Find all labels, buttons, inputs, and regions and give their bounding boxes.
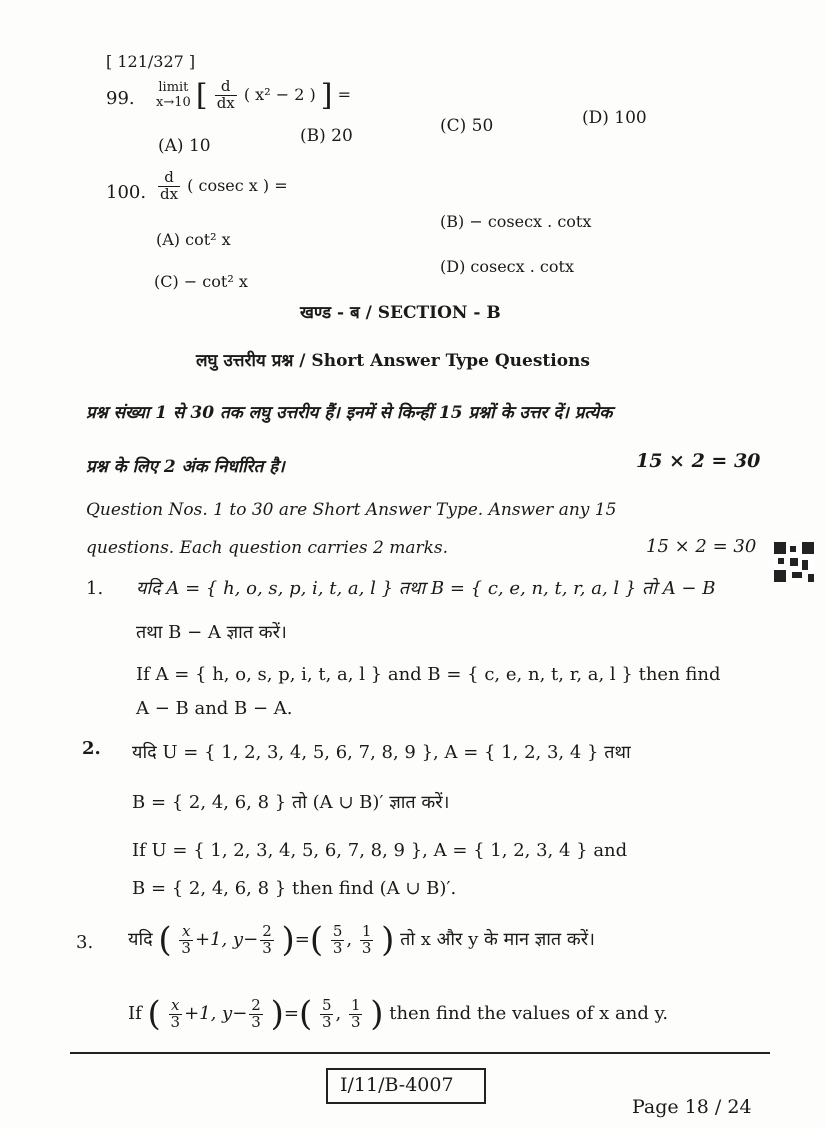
q99-option-a: (A) 10 [158, 136, 211, 156]
fraction-2-over-3: $\frac{2}{3}$ [262, 921, 272, 957]
fraction-x-over-3: $\frac{x}{3}$ [181, 921, 191, 957]
q100-option-d: (D) cosecx . cotx [440, 257, 574, 276]
paper-reference: [ 121/327 ] [106, 52, 196, 71]
q100-option-b: (B) − cosecx . cotx [440, 212, 592, 231]
q3-english-prefix: If [128, 1003, 142, 1024]
instructions-hindi-line2: प्रश्न के लिए 2 अंक निर्धारित है। [86, 457, 285, 477]
instructions-english-line2: questions. Each question carries 2 marks. [86, 538, 449, 558]
derivative-operator: $\frac{d}{dx}$ [160, 168, 179, 203]
qr-code-icon [774, 542, 814, 582]
q3-term: +1, y− [184, 1003, 248, 1024]
q1-english-line1: If A = { h, o, s, p, i, t, a, l } and B = { c, e, n, t, r, a, l } then find [136, 664, 721, 685]
fraction-5-over-3: $\frac{5}{3}$ [321, 995, 332, 1031]
q3-english-suffix: then find the values of x and y. [389, 1003, 669, 1024]
q2-english-line2: B = { 2, 4, 6, 8 } then find (A ∪ B)′. [132, 878, 457, 899]
equals-sign: = [337, 85, 352, 104]
limit-operator [156, 81, 191, 110]
q2-number: 2. [82, 738, 101, 759]
q100-option-c: (C) − cot² x [154, 272, 248, 291]
q100-option-a: (A) cot² x [156, 230, 231, 249]
footer-rule [70, 1052, 770, 1054]
q99-function: ( x² − 2 ) [243, 85, 316, 104]
limit-subscript: x→10 [156, 94, 191, 110]
fraction-1-over-3: $\frac{1}{3}$ [350, 995, 361, 1031]
q99-option-d: (D) 100 [582, 108, 647, 128]
q2-english-line1: If U = { 1, 2, 3, 4, 5, 6, 7, 8, 9 }, A = { 1, 2, 3, 4 } and [132, 840, 628, 861]
q99-option-c: (C) 50 [440, 116, 494, 136]
instructions-english-line1: Question Nos. 1 to 30 are Short Answer Type. Answer any 15 [86, 500, 617, 520]
q1-english-line2: A − B and B − A. [136, 698, 293, 719]
q100-number: 100. [106, 182, 147, 203]
section-title: खण्ड - ब / SECTION - B [300, 303, 501, 323]
q3-english: If ( $\frac{x}{3}$ +1, y− $\frac{2}{3}$ )=( $\frac{5}{3}$ , $\frac{1}{3}$ ) then find the values of x and y. [128, 994, 669, 1034]
instructions-hindi-line1: प्रश्न संख्या 1 से 30 तक लघु उत्तरीय हैं। इनमें से किन्हीं 15 प्रश्नों के उत्तर दें। प्रत्येक [86, 403, 613, 423]
equals-sign: = [294, 929, 310, 950]
fraction-1-over-3: $\frac{1}{3}$ [361, 921, 372, 957]
q1-hindi-line2: तथा B − A ज्ञात करें। [136, 622, 287, 643]
limit-label: limit [158, 80, 189, 96]
q99-number: 99. [106, 88, 135, 109]
fraction-5-over-3: $\frac{5}{3}$ [332, 921, 343, 957]
q2-hindi-line1: यदि U = { 1, 2, 3, 4, 5, 6, 7, 8, 9 }, A = { 1, 2, 3, 4 } तथा [132, 742, 631, 763]
q99-option-b: (B) 20 [300, 126, 353, 146]
page-number: Page 18 / 24 [632, 1096, 752, 1118]
fraction-2-over-3: $\frac{2}{3}$ [251, 995, 261, 1031]
q3-hindi-prefix: यदि [128, 929, 153, 950]
fraction-x-over-3: $\frac{x}{3}$ [170, 995, 181, 1031]
q3-term: +1, y− [194, 929, 259, 950]
derivative-operator: $\frac{d}{dx}$ [216, 77, 235, 112]
footer-code: I/11/B-4007 [340, 1074, 454, 1096]
section-subtitle: लघु उत्तरीय प्रश्न / Short Answer Type Questions [196, 351, 590, 371]
marks-english: 15 × 2 = 30 [646, 536, 757, 557]
q3-hindi-suffix: तो x और y के मान ज्ञात करें। [400, 929, 595, 950]
q100-expression [156, 170, 288, 203]
marks-hindi: 15 × 2 = 30 [636, 450, 761, 472]
q1-number: 1. [86, 578, 104, 599]
q3-number: 3. [76, 932, 94, 953]
q100-function: ( cosec x ) = [187, 175, 288, 195]
q99-expression: limit x→10 [ $\frac{d}{dx}$ ( x² − 2 ) ] = [156, 77, 352, 113]
q3-hindi: यदि ( $\frac{x}{3}$ +1, y− $\frac{2}{3}$ )=( $\frac{5}{3}$ , $\frac{1}{3}$ ) तो x और y के मान ज्ञात करें। [128, 920, 595, 960]
q2-hindi-line2: B = { 2, 4, 6, 8 } तो (A ∪ B)′ ज्ञात करें। [132, 792, 450, 813]
equals-sign: = [283, 1003, 299, 1024]
q1-hindi-line1: यदि A = { h, o, s, p, i, t, a, l } तथा B = { c, e, n, t, r, a, l } तो A − B [136, 578, 716, 599]
